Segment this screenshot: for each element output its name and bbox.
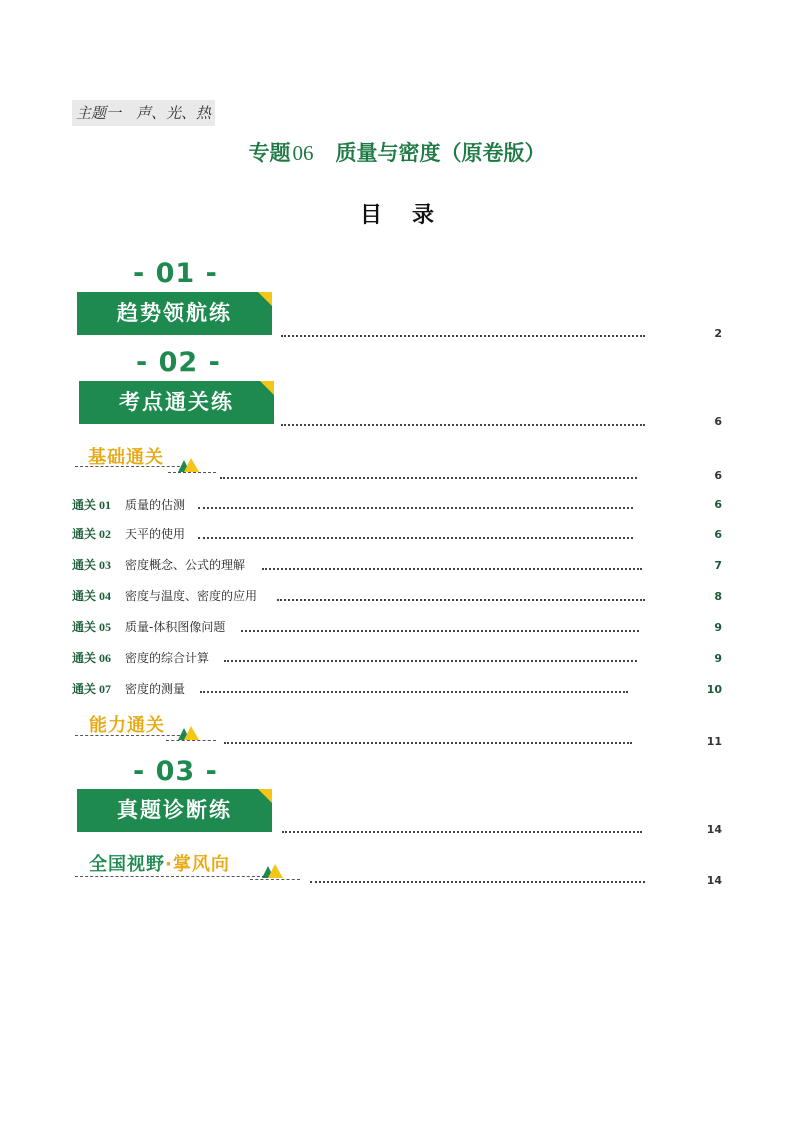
- leader-dots: [224, 660, 637, 662]
- section-banner-label: 考点通关练: [119, 390, 234, 414]
- leader-dots: [310, 881, 645, 883]
- subsection-national-label[interactable]: [89, 850, 230, 876]
- dashed-underline: [75, 735, 185, 736]
- section-banner-label: 真题诊断练: [117, 798, 232, 822]
- entry-name: 密度与温度、密度的应用: [125, 589, 258, 603]
- entry-name: 密度概念、公式的理解: [125, 558, 246, 572]
- section-number-01: - 01 -: [133, 258, 218, 289]
- toc-heading: 目录: [359, 203, 464, 228]
- entry-page: 6: [714, 528, 722, 541]
- subsection-ability-label[interactable]: 能力通关: [89, 715, 165, 736]
- page-number: 14: [706, 874, 722, 887]
- page-number: 6: [714, 469, 722, 482]
- subsection-basic-label[interactable]: 基础通关: [88, 447, 164, 468]
- entry-name: 天平的使用: [125, 527, 186, 541]
- toc-entry[interactable]: [72, 618, 225, 635]
- leader-dots: [198, 537, 633, 539]
- page-title: [0, 137, 794, 167]
- mountain-icon: [262, 862, 284, 878]
- leader-dots: [198, 507, 633, 509]
- dashed-underline: [75, 876, 265, 877]
- section-banner-checkpoint[interactable]: [79, 381, 274, 424]
- yellow-corner-icon: [258, 292, 272, 306]
- dashed-underline: [166, 740, 216, 741]
- entry-page: 6: [714, 498, 722, 511]
- toc-entry[interactable]: [72, 587, 257, 604]
- toc-entry[interactable]: [72, 649, 209, 666]
- entry-page: 10: [706, 683, 722, 696]
- entry-code: 通关 07: [72, 682, 112, 696]
- toc-entry[interactable]: [72, 525, 185, 542]
- leader-dots: [281, 424, 645, 426]
- national-label-main: 全国视野: [89, 854, 165, 875]
- dashed-underline: [168, 472, 216, 473]
- leader-dots: [281, 335, 645, 337]
- dashed-underline: [250, 879, 300, 880]
- section-banner-trend[interactable]: [77, 292, 272, 335]
- entry-page: 7: [714, 559, 722, 572]
- dashed-underline: [75, 466, 185, 467]
- entry-name: 质量的估测: [125, 498, 186, 512]
- entry-code: 通关 04: [72, 589, 112, 603]
- leader-dots: [241, 630, 639, 632]
- leader-dots: [220, 477, 637, 479]
- title-prefix: 专题: [248, 141, 291, 165]
- entry-page: 9: [714, 652, 722, 665]
- entry-code: 通关 02: [72, 527, 112, 541]
- entry-code: 通关 05: [72, 620, 112, 634]
- national-label-dot: ·: [165, 854, 173, 875]
- title-number: 06: [292, 141, 314, 165]
- mountain-icon: [178, 724, 200, 740]
- yellow-corner-icon: [258, 789, 272, 803]
- entry-page: 9: [714, 621, 722, 634]
- entry-code: 通关 06: [72, 651, 112, 665]
- toc-entry[interactable]: [72, 496, 185, 513]
- page-number: 11: [706, 735, 722, 748]
- title-text: 质量与密度（原卷版）: [335, 141, 546, 165]
- section-number-03: - 03 -: [133, 756, 218, 787]
- section-number-02: - 02 -: [136, 347, 221, 378]
- topic-tag: 主题一 声、光、热: [72, 100, 215, 126]
- entry-name: 密度的综合计算: [125, 651, 210, 665]
- entry-page: 8: [714, 590, 722, 603]
- page-number: 14: [706, 823, 722, 836]
- page-number: 2: [714, 327, 722, 340]
- leader-dots: [277, 599, 645, 601]
- section-banner-label: 趋势领航练: [117, 301, 232, 325]
- entry-name: 质量-体积图像问题: [125, 620, 226, 634]
- entry-name: 密度的测量: [125, 682, 186, 696]
- national-label-tail: 掌风向: [172, 854, 230, 875]
- toc-entry[interactable]: [72, 556, 245, 573]
- entry-code: 通关 03: [72, 558, 112, 572]
- leader-dots: [282, 831, 642, 833]
- page-number: 6: [714, 415, 722, 428]
- yellow-corner-icon: [260, 381, 274, 395]
- leader-dots: [224, 742, 632, 744]
- section-banner-exam[interactable]: [77, 789, 272, 832]
- toc-entry[interactable]: [72, 680, 185, 697]
- leader-dots: [262, 568, 642, 570]
- mountain-icon: [178, 456, 200, 472]
- entry-code: 通关 01: [72, 498, 112, 512]
- leader-dots: [200, 691, 628, 693]
